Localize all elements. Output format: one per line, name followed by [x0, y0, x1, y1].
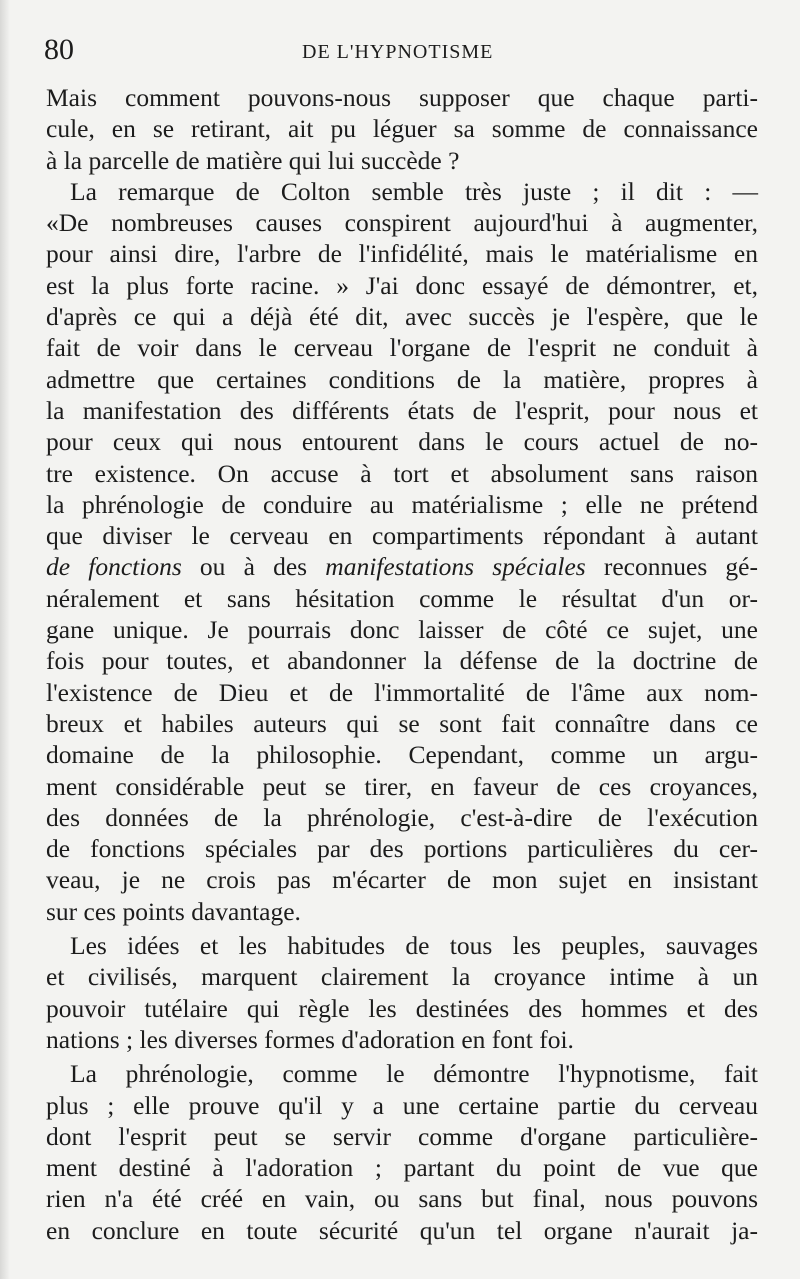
running-title: DE L'HYPNOTISME	[302, 41, 494, 63]
text-line: La remarque de Colton semble très juste ; il dit : —	[70, 176, 758, 206]
text-line: nations ; les diverses formes d'adoration en font foi.	[46, 1024, 574, 1054]
text-line: à la parcelle de matière qui lui succède ?	[46, 145, 460, 175]
text-line: breux et habiles auteurs qui se sont fait connaître dans ce	[46, 708, 758, 738]
text-line: ment destiné à l'adoration ; partant du point de vue que	[46, 1153, 758, 1183]
text-line: domaine de la philosophie. Cependant, comme un argu-	[46, 740, 758, 770]
text-fragment: reconnues gé-	[585, 552, 758, 582]
text-line: cule, en se retirant, ait pu léguer sa somme de connaissance	[46, 114, 758, 144]
text-line: la manifestation des différents états de l'esprit, pour nous et	[46, 395, 758, 425]
italic-phrase: manifestations spéciales	[325, 552, 586, 582]
text-line: d'après ce qui a déjà été dit, avec succès je l'espère, que le	[46, 302, 758, 332]
text-line: La phrénologie, comme le démontre l'hypnotisme, fait	[70, 1059, 758, 1089]
text-line: veau, je ne crois pas m'écarter de mon sujet en insistant	[46, 865, 758, 895]
text-fragment: ou à des	[181, 552, 326, 582]
text-line: ment considérable peut se tirer, en faveur de ces croyances,	[46, 771, 758, 801]
text-line-mixed	[46, 551, 758, 582]
text-line: de fonctions spéciales par des portions particulières du cer-	[46, 834, 758, 864]
text-line: fait de voir dans le cerveau l'organe de l'esprit ne conduit à	[46, 333, 758, 363]
text-line: sur ces points davantage.	[46, 896, 301, 926]
page-number: 80	[44, 33, 74, 66]
text-line: pouvoir tutélaire qui règle les destinées des hommes et des	[46, 993, 758, 1023]
text-line: dont l'esprit peut se servir comme d'organe particulière-	[46, 1121, 758, 1151]
text-line: pour ainsi dire, l'arbre de l'infidélité, mais le matérialisme en	[46, 239, 758, 269]
text-line: Mais comment pouvons-nous supposer que chaque parti-	[46, 83, 758, 112]
page-edge-shadow	[0, 0, 10, 1279]
text-line: que diviser le cerveau en compartiments répondant à autant	[46, 521, 758, 551]
text-line: tre existence. On accuse à tort et absolument sans raison	[46, 458, 758, 488]
text-line: admettre que certaines conditions de la matière, propres à	[46, 364, 758, 394]
page-header	[44, 33, 784, 73]
text-line: rien n'a été créé en vain, ou sans but final, nous pouvons	[46, 1184, 758, 1214]
text-line: «De nombreuses causes conspirent aujourd'hui à augmenter,	[46, 208, 758, 238]
text-line: fois pour toutes, et abandonner la défense de la doctrine de	[46, 646, 758, 676]
text-line: gane unique. Je pourrais donc laisser de côté ce sujet, une	[46, 615, 758, 645]
text-line: Les idées et les habitudes de tous les peuples, sauvages	[70, 931, 758, 961]
text-line: est la plus forte racine. » J'ai donc essayé de démontrer, et,	[46, 270, 758, 300]
text-line: et civilisés, marquent clairement la croyance intime à un	[46, 962, 758, 992]
text-line: l'existence de Dieu et de l'immortalité de l'âme aux nom-	[46, 677, 758, 707]
text-line: pour ceux qui nous entourent dans le cours actuel de no-	[46, 427, 758, 457]
body-text	[46, 82, 758, 1246]
text-line: plus ; elle prouve qu'il y a une certaine partie du cerveau	[46, 1090, 758, 1120]
text-line: la phrénologie de conduire au matérialisme ; elle ne prétend	[46, 489, 758, 519]
text-line: néralement et sans hésitation comme le résultat d'un or-	[46, 583, 758, 613]
text-line: en conclure en toute sécurité qu'un tel organe n'aurait ja-	[46, 1215, 758, 1245]
text-line: des données de la phrénologie, c'est-à-dire de l'exécution	[46, 802, 758, 832]
italic-phrase: de fonctions	[46, 552, 182, 582]
